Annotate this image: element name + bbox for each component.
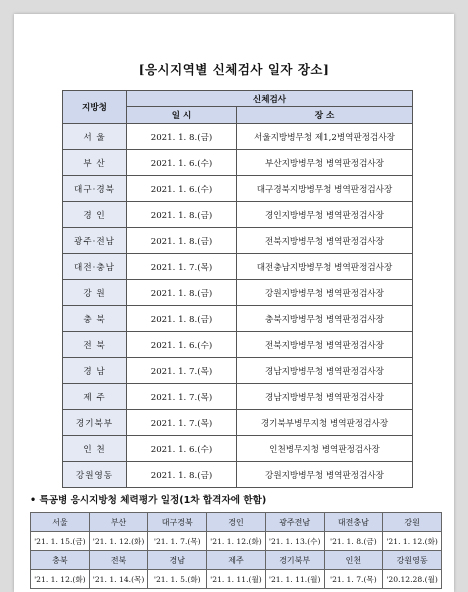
table-row — [63, 462, 413, 488]
place-cell: 전북지방병무청 병역판정검사장 — [237, 228, 413, 254]
place-cell: 경기북부병무지청 병역판정검사장 — [237, 410, 413, 436]
schedule-date: '21. 1. 11.(월) — [207, 570, 266, 589]
schedule-date: '21. 1. 12.(화) — [383, 532, 442, 551]
schedule-row — [31, 513, 442, 532]
region-cell: 경 남 — [63, 358, 127, 384]
region-cell: 대구·경북 — [63, 176, 127, 202]
region-cell: 인 천 — [63, 436, 127, 462]
table-row — [63, 384, 413, 410]
table-row — [63, 254, 413, 280]
schedule-date: '20.12.28.(월) — [383, 570, 442, 589]
schedule-date: '21. 1. 8.(금) — [324, 532, 383, 551]
place-cell: 충북지방병무청 병역판정검사장 — [237, 306, 413, 332]
date-cell: 2021. 1. 7.(목) — [127, 254, 237, 280]
region-cell: 광주·전남 — [63, 228, 127, 254]
region-cell: 서 울 — [63, 124, 127, 150]
schedule-region: 대전충남 — [324, 513, 383, 532]
schedule-region: 강원 — [383, 513, 442, 532]
date-cell: 2021. 1. 8.(금) — [127, 202, 237, 228]
date-cell: 2021. 1. 8.(금) — [127, 280, 237, 306]
schedule-region: 부산 — [89, 513, 148, 532]
place-cell: 경인지방병무청 병역판정검사장 — [237, 202, 413, 228]
schedule-region: 서울 — [31, 513, 90, 532]
date-cell: 2021. 1. 8.(금) — [127, 462, 237, 488]
schedule-date: '21. 1. 5.(화) — [148, 570, 207, 589]
region-cell: 강 원 — [63, 280, 127, 306]
table-row — [63, 150, 413, 176]
table-row — [63, 202, 413, 228]
schedule-row — [31, 551, 442, 570]
date-cell: 2021. 1. 6.(수) — [127, 332, 237, 358]
place-cell: 강원지방병무청 병역판정검사장 — [237, 280, 413, 306]
header-date: 일 시 — [127, 107, 237, 124]
schedule-region: 충북 — [31, 551, 90, 570]
fitness-test-note: • 특공병 응시지방청 체력평가 일정(1차 합격자에 한함) — [30, 495, 267, 506]
date-cell: 2021. 1. 8.(금) — [127, 306, 237, 332]
table-row — [63, 436, 413, 462]
schedule-date: '21. 1. 12.(화) — [31, 570, 90, 589]
fitness-schedule-table — [30, 512, 442, 589]
place-cell: 경남지방병무청 병역판정검사장 — [237, 384, 413, 410]
region-cell: 전 북 — [63, 332, 127, 358]
date-cell: 2021. 1. 7.(목) — [127, 410, 237, 436]
header-place: 장 소 — [237, 107, 413, 124]
schedule-region: 경인 — [207, 513, 266, 532]
table-row — [63, 306, 413, 332]
schedule-date: '21. 1. 12.(화) — [207, 532, 266, 551]
region-cell: 대전·충남 — [63, 254, 127, 280]
region-cell: 부 산 — [63, 150, 127, 176]
table-row — [63, 124, 413, 150]
region-cell: 강원영동 — [63, 462, 127, 488]
date-cell: 2021. 1. 6.(수) — [127, 436, 237, 462]
schedule-region: 경기북부 — [265, 551, 324, 570]
table-row — [63, 410, 413, 436]
schedule-region: 경남 — [148, 551, 207, 570]
date-cell: 2021. 1. 6.(수) — [127, 150, 237, 176]
date-cell: 2021. 1. 8.(금) — [127, 228, 237, 254]
schedule-region: 전북 — [89, 551, 148, 570]
place-cell: 경남지방병무청 병역판정검사장 — [237, 358, 413, 384]
schedule-region: 대구경북 — [148, 513, 207, 532]
schedule-date: '21. 1. 13.(수) — [265, 532, 324, 551]
table-row — [63, 358, 413, 384]
place-cell: 서울지방병무청 제1,2병역판정검사장 — [237, 124, 413, 150]
document-title: [응시지역별 신체검사 일자 장소] — [138, 62, 330, 77]
place-cell: 인천병무지청 병역판정검사장 — [237, 436, 413, 462]
place-cell: 전북지방병무청 병역판정검사장 — [237, 332, 413, 358]
region-cell: 제 주 — [63, 384, 127, 410]
table-row — [63, 280, 413, 306]
schedule-date: '21. 1. 12.(화) — [89, 532, 148, 551]
schedule-row — [31, 570, 442, 589]
schedule-region: 인천 — [324, 551, 383, 570]
schedule-date: '21. 1. 7.(목) — [148, 532, 207, 551]
schedule-region: 광주전남 — [265, 513, 324, 532]
place-cell: 강원지방병무청 병역판정검사장 — [237, 462, 413, 488]
date-cell: 2021. 1. 7.(목) — [127, 358, 237, 384]
table-row — [63, 332, 413, 358]
header-physical-exam: 신체검사 — [127, 91, 413, 107]
header-region: 지방청 — [63, 91, 127, 124]
place-cell: 부산지방병무청 병역판정검사장 — [237, 150, 413, 176]
table-row — [63, 228, 413, 254]
date-cell: 2021. 1. 8.(금) — [127, 124, 237, 150]
schedule-region: 강원영동 — [383, 551, 442, 570]
schedule-date: '21. 1. 15.(금) — [31, 532, 90, 551]
schedule-date: '21. 1. 7.(목) — [324, 570, 383, 589]
table-row — [63, 176, 413, 202]
date-cell: 2021. 1. 6.(수) — [127, 176, 237, 202]
schedule-row — [31, 532, 442, 551]
place-cell: 대전충남지방병무청 병역판정검사장 — [237, 254, 413, 280]
schedule-date: '21. 1. 11.(월) — [265, 570, 324, 589]
exam-schedule-table — [62, 90, 413, 488]
schedule-region: 제주 — [207, 551, 266, 570]
region-cell: 경기북부 — [63, 410, 127, 436]
date-cell: 2021. 1. 7.(목) — [127, 384, 237, 410]
place-cell: 대구경북지방병무청 병역판정검사장 — [237, 176, 413, 202]
schedule-date: '21. 1. 14.(목) — [89, 570, 148, 589]
region-cell: 충 북 — [63, 306, 127, 332]
region-cell: 경 인 — [63, 202, 127, 228]
